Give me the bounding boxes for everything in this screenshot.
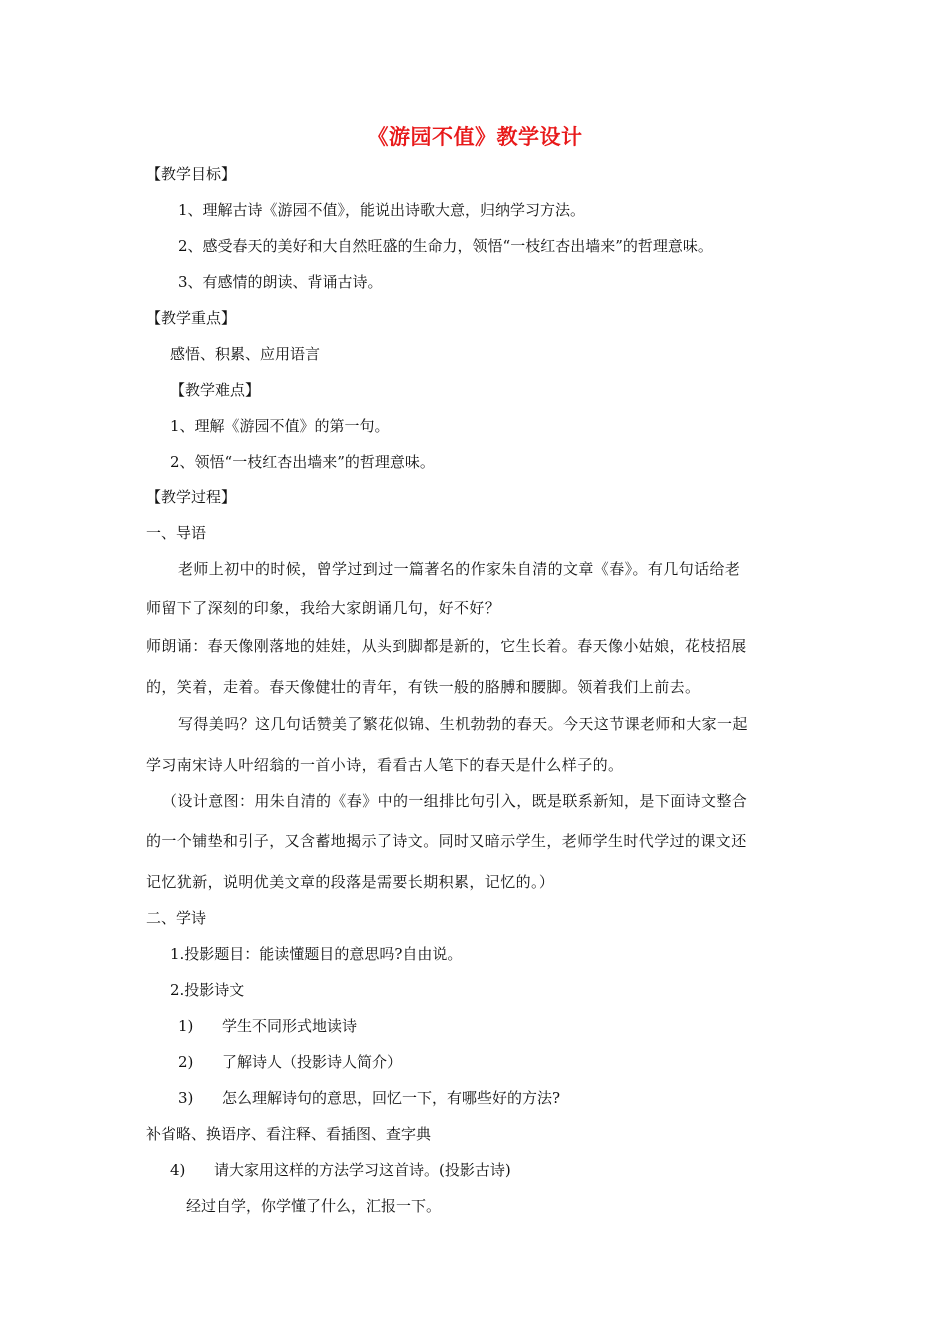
difficulties-heading: 【教学难点】 xyxy=(170,381,261,399)
design-intent-line: 记忆犹新，说明优美文章的段落是需要长期积累，记忆的。） xyxy=(146,873,555,891)
step-item-1: 1.投影题目：能读懂题目的意思吗?自由说。 xyxy=(170,945,463,963)
intro-paragraph-line: 师留下了深刻的印象，我给大家朗诵几句，好不好？ xyxy=(146,599,501,617)
difficulty-item-2: 2、领悟“一枝红杏出墙来”的哲理意味。 xyxy=(170,453,435,471)
sub-step-number: 3) xyxy=(178,1089,194,1107)
sub-step-text: 了解诗人（投影诗人简介） xyxy=(222,1053,403,1071)
sub-step-1 xyxy=(178,1015,357,1037)
sub-step-text: 怎么理解诗句的意思，回忆一下，有哪些好的方法? xyxy=(222,1089,561,1107)
objective-item-2: 2、感受春天的美好和大自然旺盛的生命力，领悟“一枝红杏出墙来”的哲理意味。 xyxy=(178,237,713,255)
process-heading: 【教学过程】 xyxy=(146,488,237,506)
sub-step-text: 学生不同形式地读诗 xyxy=(222,1017,358,1035)
praise-line: 写得美吗？这几句话赞美了繁花似锦、生机勃勃的春天。今天这节课老师和大家一起 xyxy=(178,715,748,733)
key-points-heading: 【教学重点】 xyxy=(146,309,237,327)
objective-item-1: 1、理解古诗《游园不值》，能说出诗歌大意，归纳学习方法。 xyxy=(178,201,586,219)
report-text: 经过自学，你学懂了什么，汇报一下。 xyxy=(186,1197,442,1215)
praise-line: 学习南宋诗人叶绍翁的一首小诗，看看古人笔下的春天是什么样子的。 xyxy=(146,756,624,774)
document-title: 《游园不值》教学设计 xyxy=(367,124,583,149)
sub-step-number: 1) xyxy=(178,1017,194,1035)
intro-heading: 一、导语 xyxy=(146,524,207,542)
sub-step-4 xyxy=(170,1159,511,1181)
sub-step-text: 请大家用这样的方法学习这首诗。(投影古诗) xyxy=(214,1161,511,1179)
recitation-line: 师朗诵：春天像刚落地的娃娃，从头到脚都是新的，它生长着。春天像小姑娘，花枝招展 xyxy=(146,637,747,655)
objectives-heading: 【教学目标】 xyxy=(146,165,237,183)
design-intent-line: （设计意图：用朱自清的《春》中的一组排比句引入，既是联系新知，是下面诗文整合 xyxy=(162,792,748,810)
study-heading: 二、学诗 xyxy=(146,909,207,927)
intro-paragraph-line: 老师上初中的时候，曾学过到过一篇著名的作家朱自清的文章《春》。有几句话给老 xyxy=(178,560,741,578)
sub-step-2 xyxy=(178,1051,402,1073)
difficulty-item-1: 1、理解《游园不值》的第一句。 xyxy=(170,417,390,435)
sub-step-3 xyxy=(178,1087,560,1109)
recitation-line: 的，笑着，走着。春天像健壮的青年，有铁一般的胳膊和腰脚。领着我们上前去。 xyxy=(146,678,701,696)
methods-text: 补省略、换语序、看注释、看插图、查字典 xyxy=(146,1125,432,1143)
key-points-text: 感悟、积累、应用语言 xyxy=(170,345,321,363)
sub-step-number: 2) xyxy=(178,1053,194,1071)
design-intent-line: 的一个铺垫和引子，又含蓄地揭示了诗文。同时又暗示学生，老师学生时代学过的课文还 xyxy=(146,832,747,850)
sub-step-number: 4) xyxy=(170,1161,186,1179)
step-item-2: 2.投影诗文 xyxy=(170,981,245,999)
objective-item-3: 3、有感情的朗读、背诵古诗。 xyxy=(178,273,383,291)
